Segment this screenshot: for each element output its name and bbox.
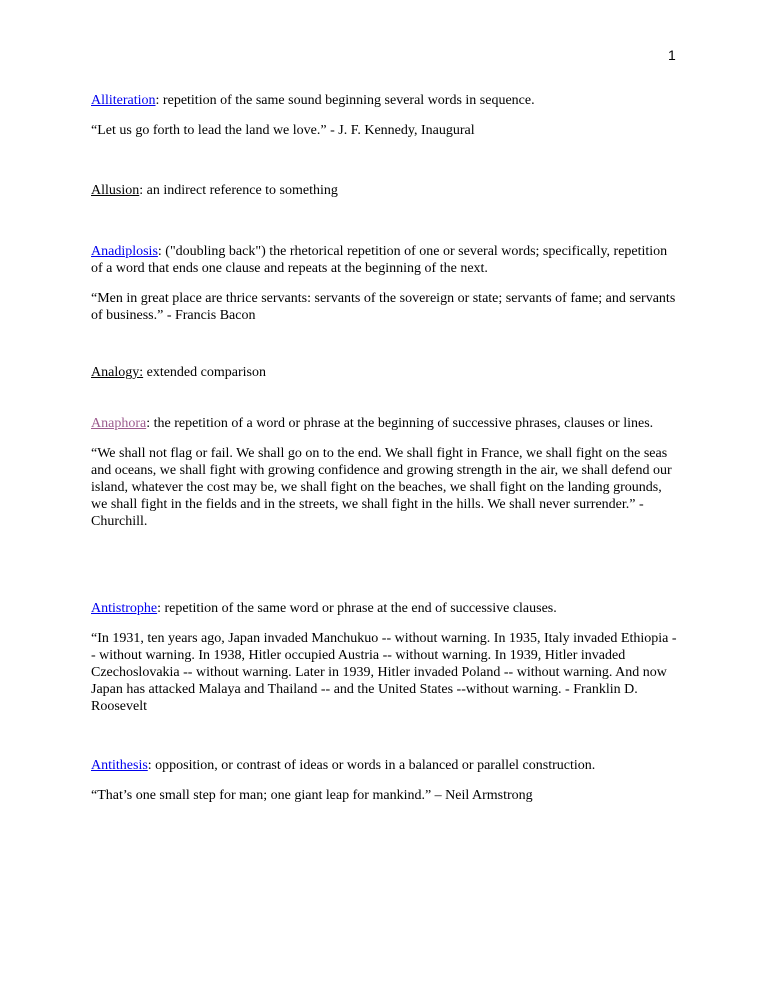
definition-line <box>91 92 681 109</box>
definition-line <box>91 182 681 199</box>
example-quote: “Let us go forth to lead the land we love.” - J. F. Kennedy, Inaugural <box>91 123 475 138</box>
entry-anaphora <box>91 415 681 530</box>
example-quote: “We shall not flag or fail. We shall go on to the end. We shall fight in France, we shall fight on the seas and oceans, we shall fight with growing confidence and growing strength in the air, we shall defend our island, whatever the cost may be, we shall fight on the beaches, we shall fight on the landing grounds, we shall fight in the fields and in the streets, we shall fight in the hills. We shall never surrender.” - Churchill. <box>91 446 672 529</box>
entry-antithesis <box>91 757 681 804</box>
definition-line <box>91 600 681 617</box>
example-quote: “That’s one small step for man; one giant leap for mankind.” – Neil Armstrong <box>91 788 533 803</box>
entry-alliteration <box>91 92 681 139</box>
definition-line <box>91 415 681 432</box>
example-quote: “In 1931, ten years ago, Japan invaded Manchukuo -- without warning. In 1935, Italy invaded Ethiopia -- without warning. In 1938, Hitler occupied Austria -- without warning. In 1939, Hitler invaded Czechoslovakia -- without warning. Later in 1939, Hitler invaded Poland -- without warning. And now Japan has attacked Malaya and Thailand -- and the United States --without warning. - Franklin D. Roosevelt <box>91 631 677 714</box>
definition-text: : the repetition of a word or phrase at the beginning of successive phrases, clauses or lines. <box>146 416 654 431</box>
term-link-antithesis[interactable]: Antithesis <box>91 758 148 773</box>
definition-text: : ("doubling back") the rhetorical repetition of one or several words; specifically, repetition of a word that ends one clause and repeats at the beginning of the next. <box>91 244 668 276</box>
page-number: 1 <box>668 47 676 63</box>
entry-analogy <box>91 364 681 381</box>
term-link-anaphora[interactable]: Anaphora <box>91 416 147 431</box>
definition-text: : repetition of the same word or phrase at the end of successive clauses. <box>157 601 557 616</box>
term-link-alliteration[interactable]: Alliteration <box>91 93 156 108</box>
term-link-antistrophe[interactable]: Antistrophe <box>91 601 158 616</box>
example-quote: “Men in great place are thrice servants: servants of the sovereign or state; servants of fame; and servants of business.” - Francis Bacon <box>91 291 676 323</box>
definition-line <box>91 364 681 381</box>
definition-line <box>91 757 681 774</box>
term-analogy: Analogy: <box>91 365 144 380</box>
term-link-anadiplosis[interactable]: Anadiplosis <box>91 244 158 259</box>
definition-text: : repetition of the same sound beginning several words in sequence. <box>155 93 535 108</box>
definition-text: : an indirect reference to something <box>139 183 338 198</box>
definition-text: extended comparison <box>143 365 266 380</box>
entry-anadiplosis <box>91 243 681 324</box>
definition-line <box>91 243 681 277</box>
term-allusion: Allusion <box>91 183 140 198</box>
entry-antistrophe <box>91 600 681 715</box>
entry-allusion <box>91 182 681 199</box>
definition-text: : opposition, or contrast of ideas or words in a balanced or parallel construction. <box>147 758 596 773</box>
